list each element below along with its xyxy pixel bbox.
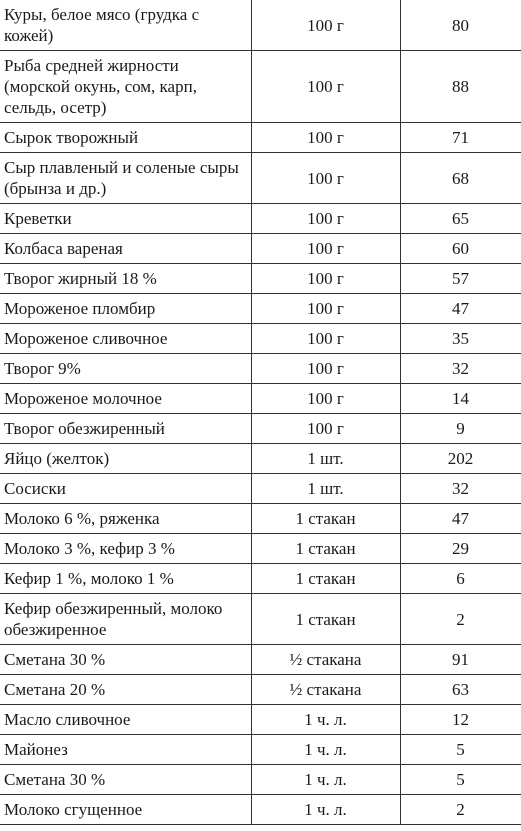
- product-name-cell: Сметана 30 %: [0, 765, 251, 795]
- portion-cell: 100 г: [251, 234, 400, 264]
- cholesterol-value-cell: 12: [400, 705, 521, 735]
- product-name-cell: Креветки: [0, 204, 251, 234]
- portion-cell: 100 г: [251, 264, 400, 294]
- cholesterol-value-cell: 47: [400, 504, 521, 534]
- product-name-cell: Мороженое пломбир: [0, 294, 251, 324]
- cholesterol-value-cell: 29: [400, 534, 521, 564]
- portion-cell: 100 г: [251, 384, 400, 414]
- table-row: [0, 534, 521, 564]
- table-row: [0, 765, 521, 795]
- table-row: [0, 735, 521, 765]
- portion-cell: 100 г: [251, 354, 400, 384]
- product-name-cell: Кефир обезжиренный, молоко обезжиренное: [0, 594, 251, 645]
- table-row: [0, 123, 521, 153]
- portion-cell: 100 г: [251, 51, 400, 123]
- table-row: [0, 0, 521, 51]
- table-row: [0, 234, 521, 264]
- product-name-cell: Рыба средней жирности (морской окунь, сом, карп, сельдь, осетр): [0, 51, 251, 123]
- table-row: [0, 153, 521, 204]
- table-row: [0, 294, 521, 324]
- product-name-cell: Мороженое сливочное: [0, 324, 251, 354]
- cholesterol-value-cell: 91: [400, 645, 521, 675]
- portion-cell: 100 г: [251, 153, 400, 204]
- portion-cell: 1 стакан: [251, 504, 400, 534]
- portion-cell: 1 стакан: [251, 564, 400, 594]
- table-row: [0, 414, 521, 444]
- product-name-cell: Сметана 30 %: [0, 645, 251, 675]
- cholesterol-value-cell: 2: [400, 594, 521, 645]
- product-name-cell: Молоко 3 %, кефир 3 %: [0, 534, 251, 564]
- product-name-cell: Творог жирный 18 %: [0, 264, 251, 294]
- portion-cell: 100 г: [251, 0, 400, 51]
- cholesterol-value-cell: 60: [400, 234, 521, 264]
- cholesterol-value-cell: 71: [400, 123, 521, 153]
- table-row: [0, 444, 521, 474]
- table-row: [0, 564, 521, 594]
- cholesterol-value-cell: 2: [400, 795, 521, 825]
- cholesterol-value-cell: 63: [400, 675, 521, 705]
- table-row: [0, 324, 521, 354]
- portion-cell: ½ стакана: [251, 675, 400, 705]
- portion-cell: 100 г: [251, 414, 400, 444]
- cholesterol-value-cell: 32: [400, 474, 521, 504]
- cholesterol-value-cell: 68: [400, 153, 521, 204]
- cholesterol-value-cell: 65: [400, 204, 521, 234]
- cholesterol-value-cell: 57: [400, 264, 521, 294]
- cholesterol-value-cell: 35: [400, 324, 521, 354]
- table-row: [0, 51, 521, 123]
- cholesterol-value-cell: 5: [400, 765, 521, 795]
- portion-cell: 1 шт.: [251, 474, 400, 504]
- product-name-cell: Майонез: [0, 735, 251, 765]
- portion-cell: ½ стакана: [251, 645, 400, 675]
- cholesterol-value-cell: 32: [400, 354, 521, 384]
- cholesterol-value-cell: 6: [400, 564, 521, 594]
- portion-cell: 1 ч. л.: [251, 735, 400, 765]
- product-name-cell: Молоко сгущенное: [0, 795, 251, 825]
- table-row: [0, 204, 521, 234]
- portion-cell: 1 ч. л.: [251, 765, 400, 795]
- table-row: [0, 675, 521, 705]
- table-row: [0, 474, 521, 504]
- cholesterol-value-cell: 202: [400, 444, 521, 474]
- cholesterol-value-cell: 88: [400, 51, 521, 123]
- table-row: [0, 354, 521, 384]
- product-name-cell: Колбаса вареная: [0, 234, 251, 264]
- product-name-cell: Куры, белое мясо (грудка с кожей): [0, 0, 251, 51]
- portion-cell: 1 стакан: [251, 594, 400, 645]
- product-name-cell: Мороженое молочное: [0, 384, 251, 414]
- portion-cell: 1 стакан: [251, 534, 400, 564]
- table-row: [0, 795, 521, 825]
- product-name-cell: Кефир 1 %, молоко 1 %: [0, 564, 251, 594]
- table-row: [0, 705, 521, 735]
- product-name-cell: Сосиски: [0, 474, 251, 504]
- table-row: [0, 384, 521, 414]
- product-name-cell: Масло сливочное: [0, 705, 251, 735]
- cholesterol-value-cell: 47: [400, 294, 521, 324]
- table-row: [0, 504, 521, 534]
- portion-cell: 1 ч. л.: [251, 795, 400, 825]
- table-row: [0, 264, 521, 294]
- product-name-cell: Творог обезжиренный: [0, 414, 251, 444]
- product-name-cell: Сметана 20 %: [0, 675, 251, 705]
- cholesterol-value-cell: 5: [400, 735, 521, 765]
- cholesterol-value-cell: 14: [400, 384, 521, 414]
- cholesterol-value-cell: 9: [400, 414, 521, 444]
- portion-cell: 100 г: [251, 324, 400, 354]
- portion-cell: 100 г: [251, 204, 400, 234]
- table-row: [0, 594, 521, 645]
- table-row: [0, 645, 521, 675]
- portion-cell: 1 шт.: [251, 444, 400, 474]
- portion-cell: 1 ч. л.: [251, 705, 400, 735]
- product-name-cell: Сыр плавленый и соленые сыры (брынза и др.): [0, 153, 251, 204]
- cholesterol-value-cell: 80: [400, 0, 521, 51]
- portion-cell: 100 г: [251, 123, 400, 153]
- product-name-cell: Творог 9%: [0, 354, 251, 384]
- portion-cell: 100 г: [251, 294, 400, 324]
- product-name-cell: Молоко 6 %, ряженка: [0, 504, 251, 534]
- product-name-cell: Сырок творожный: [0, 123, 251, 153]
- product-name-cell: Яйцо (желток): [0, 444, 251, 474]
